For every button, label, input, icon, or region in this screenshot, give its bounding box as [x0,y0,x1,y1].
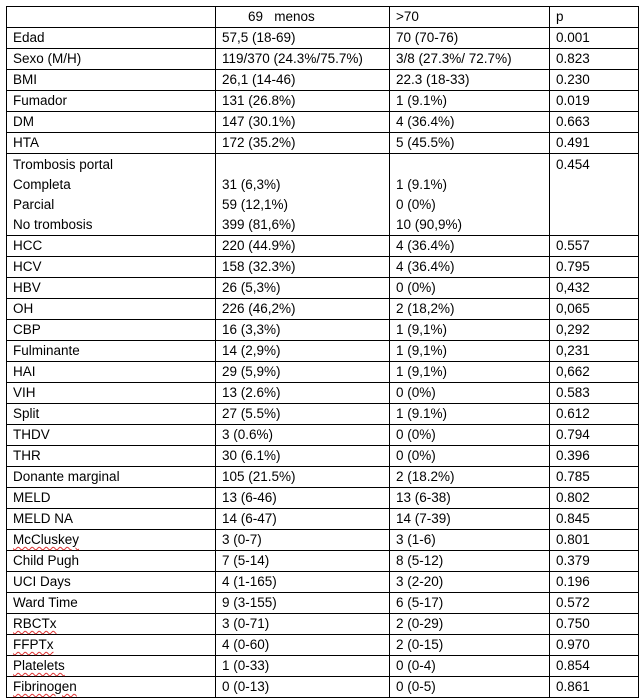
cell-over-70: 4 (36.4%) [390,236,550,257]
cell-p-value: 0.583 [550,383,639,404]
cell-69-or-less: 13 (6-46) [216,488,390,509]
cell-p-value: 0.861 [550,677,639,698]
table-row [7,383,639,404]
cell-over-70: 1 (9.1%) [390,91,550,112]
table-body [7,7,639,698]
cell-p-value: 0,065 [550,299,639,320]
row-label: OH [7,299,216,320]
cell-69-or-less: 105 (21.5%) [216,467,390,488]
row-label: THR [7,446,216,467]
cell-69-or-less: 57,5 (18-69) [216,28,390,49]
cell-69-or-less: 4 (1-165) [216,572,390,593]
table-row [7,278,639,299]
table-row [7,404,639,425]
table-row [7,49,639,70]
cell-p-value: 0.802 [550,488,639,509]
cell-p-value: 0.801 [550,530,639,551]
cell-p-value: 0.794 [550,425,639,446]
empty-line [396,155,549,175]
cell-over-70: 8 (5-12) [390,551,550,572]
cell-p-value: 0.196 [550,572,639,593]
row-label: Ward Time [7,593,216,614]
cell-over-70: 3 (1-6) [390,530,550,551]
cell-p-value: 0.396 [550,446,639,467]
cell-over-70: 6 (5-17) [390,593,550,614]
row-label: HAI [7,362,216,383]
comparison-table [6,6,639,698]
cell-p-value: 0.001 [550,28,639,49]
cell-69-or-less: 13 (2.6%) [216,383,390,404]
row-label [7,154,216,236]
spellcheck-underlined-label: Platelets [13,658,65,673]
row-label: Child Pugh [7,551,216,572]
table-row [7,530,639,551]
row-label [7,677,216,698]
cell-69-or-less: 3 (0.6%) [216,425,390,446]
sub-value-69-or-less: 59 (12,1%) [222,197,289,212]
cell-p-value: 0,231 [550,341,639,362]
sub-label: Completa [13,177,71,192]
cell-p-value: 0.454 [550,154,639,236]
row-label: Donante marginal [7,467,216,488]
cell-69-or-less: 147 (30.1%) [216,112,390,133]
cell-over-70: 14 (7-39) [390,509,550,530]
cell-69-or-less: 119/370 (24.3%/75.7%) [216,49,390,70]
row-label: THDV [7,425,216,446]
cell-69-or-less: 14 (6-47) [216,509,390,530]
cell-over-70: 1 (9,1%) [390,341,550,362]
table-row [7,320,639,341]
cell-p-value: 0.612 [550,404,639,425]
table-row-portal-thrombosis [7,154,639,236]
row-label: MELD [7,488,216,509]
cell-over-70: 1 (9.1%) [390,404,550,425]
cell-69-or-less: 7 (5-14) [216,551,390,572]
table-row [7,635,639,656]
cell-69-or-less: 3 (0-71) [216,614,390,635]
sub-value-over-70: 1 (9.1%) [396,177,448,192]
cell-p-value: 0.572 [550,593,639,614]
cell-over-70: 22.3 (18-33) [390,70,550,91]
row-label: HCC [7,236,216,257]
cell-over-70: 0 (0%) [390,383,550,404]
spellcheck-underlined-label: FFPTx [13,637,54,652]
cell-p-value: 0.823 [550,49,639,70]
cell-over-70: 2 (0-29) [390,614,550,635]
cell-p-value: 0.795 [550,257,639,278]
cell-over-70: 70 (70-76) [390,28,550,49]
cell-over-70 [390,154,550,236]
cell-69-or-less: 9 (3-155) [216,593,390,614]
cell-p-value: 0.491 [550,133,639,154]
cell-69-or-less: 14 (2,9%) [216,341,390,362]
cell-69-or-less: 172 (35.2%) [216,133,390,154]
row-label [7,635,216,656]
table-row [7,677,639,698]
cell-69-or-less [216,154,390,236]
row-label: BMI [7,70,216,91]
cell-over-70: 1 (9,1%) [390,362,550,383]
cell-69-or-less: 131 (26.8%) [216,91,390,112]
cell-over-70: 2 (18,2%) [390,299,550,320]
table-row [7,133,639,154]
cell-over-70: 3 (2-20) [390,572,550,593]
spellcheck-underlined-label: Fibrinogen [13,679,77,694]
cell-69-or-less: 16 (3,3%) [216,320,390,341]
table-row [7,28,639,49]
header-cell-69-or-less: 69 menos [216,7,390,28]
sub-label: No trombosis [13,217,93,232]
row-label: VIH [7,383,216,404]
cell-over-70: 2 (0-15) [390,635,550,656]
cell-p-value: 0.230 [550,70,639,91]
sub-value-over-70: 10 (90,9%) [396,217,463,232]
cell-over-70: 5 (45.5%) [390,133,550,154]
table-row [7,112,639,133]
table-row [7,236,639,257]
table-row [7,362,639,383]
header-cell-over-70: >70 [390,7,550,28]
sub-value-69-or-less: 31 (6,3%) [222,177,281,192]
cell-69-or-less: 0 (0-13) [216,677,390,698]
table-row [7,656,639,677]
cell-p-value: 0.663 [550,112,639,133]
table-row [7,446,639,467]
cell-p-value: 0.557 [550,236,639,257]
cell-69-or-less: 220 (44.9%) [216,236,390,257]
cell-69-or-less: 3 (0-7) [216,530,390,551]
cell-p-value: 0.854 [550,656,639,677]
row-label: Fulminante [7,341,216,362]
cell-69-or-less: 26,1 (14-46) [216,70,390,91]
row-label: HCV [7,257,216,278]
row-label [7,530,216,551]
row-label: UCI Days [7,572,216,593]
row-label [7,614,216,635]
cell-over-70: 0 (0%) [390,446,550,467]
table-row [7,299,639,320]
row-label: Fumador [7,91,216,112]
cell-p-value: 0.750 [550,614,639,635]
header-cell-p-value: p [550,7,639,28]
table-row [7,425,639,446]
table-row [7,509,639,530]
table-row [7,614,639,635]
cell-over-70: 0 (0%) [390,278,550,299]
row-label: Edad [7,28,216,49]
cell-over-70: 3/8 (27.3%/ 72.7%) [390,49,550,70]
cell-p-value: 0.379 [550,551,639,572]
table-row [7,70,639,91]
cell-over-70: 0 (0-4) [390,656,550,677]
cell-p-value: 0.970 [550,635,639,656]
cell-p-value: 0.019 [550,91,639,112]
sub-value-69-or-less: 399 (81,6%) [222,217,296,232]
cell-p-value: 0,292 [550,320,639,341]
table-row [7,488,639,509]
row-label: HBV [7,278,216,299]
row-label: CBP [7,320,216,341]
cell-69-or-less: 1 (0-33) [216,656,390,677]
table-row [7,551,639,572]
cell-69-or-less: 4 (0-60) [216,635,390,656]
table-row [7,593,639,614]
row-label [7,656,216,677]
cell-69-or-less: 29 (5,9%) [216,362,390,383]
group-label: Trombosis portal [13,157,114,172]
header-cell-variable [7,7,216,28]
spellcheck-underlined-label: RBCTx [13,616,57,631]
cell-69-or-less: 26 (5,3%) [216,278,390,299]
cell-p-value: 0,432 [550,278,639,299]
cell-69-or-less: 27 (5.5%) [216,404,390,425]
cell-over-70: 0 (0-5) [390,677,550,698]
cell-69-or-less: 158 (32.3%) [216,257,390,278]
sub-value-over-70: 0 (0%) [396,197,436,212]
cell-69-or-less: 30 (6.1%) [216,446,390,467]
table-row [7,341,639,362]
table-row [7,91,639,112]
table-row [7,572,639,593]
cell-over-70: 13 (6-38) [390,488,550,509]
header-row [7,7,639,28]
row-label: HTA [7,133,216,154]
cell-over-70: 2 (18.2%) [390,467,550,488]
row-label: Sexo (M/H) [7,49,216,70]
cell-over-70: 4 (36.4%) [390,112,550,133]
row-label: Split [7,404,216,425]
spellcheck-underlined-label: McCluskey [13,532,80,547]
cell-p-value: 0.845 [550,509,639,530]
cell-over-70: 4 (36.4%) [390,257,550,278]
cell-p-value: 0,662 [550,362,639,383]
row-label: DM [7,112,216,133]
cell-p-value: 0.785 [550,467,639,488]
cell-69-or-less: 226 (46,2%) [216,299,390,320]
cell-over-70: 1 (9,1%) [390,320,550,341]
empty-line [222,155,389,175]
cell-over-70: 0 (0%) [390,425,550,446]
row-label: MELD NA [7,509,216,530]
table-row [7,467,639,488]
sub-label: Parcial [13,197,55,212]
table-row [7,257,639,278]
